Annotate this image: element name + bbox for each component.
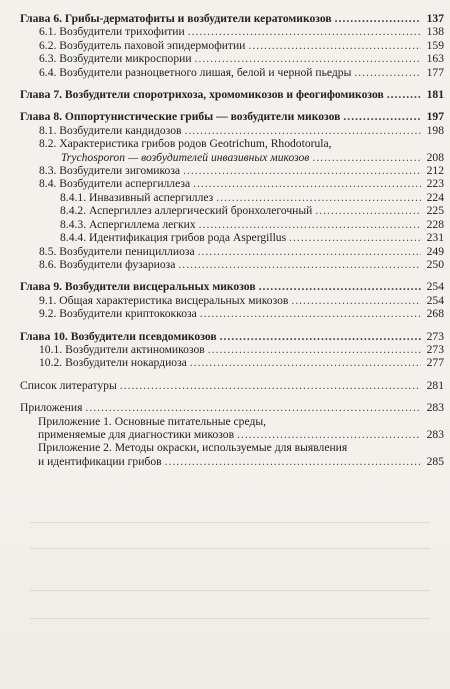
page-number: 254 [426, 280, 444, 294]
entry-title: Приложения [20, 401, 83, 415]
page-number: 228 [426, 217, 444, 231]
page-number: 163 [426, 52, 444, 66]
toc-section-6-4[interactable] [20, 66, 444, 79]
toc-subsection-8-4-4[interactable] [20, 231, 444, 244]
toc-chapter-9[interactable] [20, 280, 444, 293]
page-number: 198 [426, 123, 444, 137]
toc-section-8-1[interactable] [20, 124, 444, 137]
toc-section-6-1[interactable] [20, 25, 444, 38]
entry-title: 8.4. Возбудители аспергиллеза [39, 177, 191, 191]
leader-dots [193, 177, 421, 190]
page-number: 181 [426, 88, 444, 102]
entry-title-line-1: 8.2. Характеристика грибов родов Geotrichum, Rhodotorula, [39, 137, 332, 151]
leader-dots [85, 401, 421, 414]
toc-subsection-8-4-2[interactable] [20, 204, 444, 217]
leader-dots [335, 12, 421, 25]
entry-title: 8.5. Возбудители пенициллиоза [39, 244, 195, 258]
page-number: 283 [426, 427, 444, 441]
leader-dots [291, 294, 421, 307]
entry-title: 8.4.3. Аспергиллема легких [60, 217, 196, 231]
toc-subsection-8-4-1[interactable] [20, 191, 444, 204]
toc-references[interactable] [20, 379, 444, 392]
entry-title: 10.1. Возбудители актиномикозов [39, 342, 205, 356]
leader-dots [185, 124, 421, 137]
leader-dots [315, 204, 421, 217]
toc-section-8-3[interactable] [20, 164, 444, 177]
leader-dots [312, 151, 421, 164]
entry-title: 6.2. Возбудитель паховой эпидермофитии [39, 38, 246, 52]
page-number: 273 [426, 342, 444, 356]
toc-chapter-6[interactable] [20, 12, 444, 25]
toc-section-8-2[interactable] [20, 137, 444, 164]
page-number: 159 [426, 38, 444, 52]
leader-dots [165, 455, 421, 468]
page-number: 273 [426, 329, 444, 343]
bleed-through-area [0, 480, 450, 689]
page-number: 177 [426, 65, 444, 79]
entry-title-line-1: Приложение 1. Основные питательные среды, [38, 414, 267, 428]
toc-appendices[interactable] [20, 401, 444, 414]
bleed-through-line [30, 548, 430, 549]
leader-dots [259, 280, 421, 293]
page-number: 283 [426, 401, 444, 415]
leader-dots [343, 110, 421, 123]
entry-title: Глава 7. Возбудители споротрихоза, хромомикозов и феогифомикозов [20, 88, 384, 102]
toc-chapter-7[interactable] [20, 88, 444, 101]
page-number: 231 [426, 231, 444, 245]
toc-section-6-3[interactable] [20, 52, 444, 65]
page-number: 137 [426, 12, 444, 25]
page-number: 225 [426, 204, 444, 218]
entry-title: Глава 6. Грибы-дерматофиты и возбудители кератомикозов [20, 12, 332, 25]
page-number: 250 [426, 257, 444, 271]
entry-title: 9.2. Возбудители криптококкоза [39, 307, 197, 321]
toc-chapter-10[interactable] [20, 330, 444, 343]
entry-title: 6.4. Возбудители разноцветного лишая, белой и черной пьедры [39, 65, 352, 79]
toc-section-10-2[interactable] [20, 356, 444, 369]
page-number: 254 [426, 293, 444, 307]
entry-title: Глава 10. Возбудители псевдомикозов [20, 329, 217, 343]
entry-title-line-1: Приложение 2. Методы окраски, используемые для выявления [38, 441, 348, 455]
entry-title: Список литературы [20, 378, 117, 392]
entry-title: 8.3. Возбудители зигомикоза [39, 164, 181, 178]
page-number: 249 [426, 244, 444, 258]
entry-title: 8.4.2. Аспергиллез аллергический бронхолегочный [60, 204, 313, 218]
leader-dots [237, 428, 421, 441]
page-number: 268 [426, 307, 444, 321]
entry-title-line-2: и идентификации грибов [38, 454, 162, 468]
page-number: 223 [426, 177, 444, 191]
entry-title: 8.4.4. Идентификация грибов рода Aspergillus [60, 231, 287, 245]
toc-section-9-2[interactable] [20, 307, 444, 320]
leader-dots [198, 245, 421, 258]
entry-title: Глава 9. Возбудители висцеральных микозов [20, 280, 256, 294]
leader-dots [188, 25, 421, 38]
entry-title: Глава 8. Оппортунистические грибы — возбудители микозов [20, 110, 341, 124]
bleed-through-line [30, 590, 430, 591]
toc-section-8-4[interactable] [20, 177, 444, 190]
leader-dots [354, 66, 421, 79]
entry-title: 8.4.1. Инвазивный аспергиллез [60, 190, 214, 204]
toc-section-8-6[interactable] [20, 258, 444, 271]
toc-section-6-2[interactable] [20, 39, 444, 52]
leader-dots [387, 88, 421, 101]
leader-dots [120, 379, 421, 392]
entry-title: 10.2. Возбудители нокардиоза [39, 356, 187, 370]
table-of-contents [20, 12, 444, 468]
toc-appendix-1[interactable] [20, 415, 444, 442]
page-number: 281 [426, 378, 444, 392]
entry-title-line-2: Trychosporon — возбудителей инвазивных микозов [61, 150, 310, 164]
entry-title: 6.3. Возбудители микроспории [39, 52, 192, 66]
toc-section-8-5[interactable] [20, 245, 444, 258]
leader-dots [178, 258, 421, 271]
page-number: 197 [426, 110, 444, 124]
bleed-through-line [30, 522, 430, 523]
page-number: 138 [426, 25, 444, 39]
toc-appendix-2[interactable] [20, 441, 444, 468]
toc-subsection-8-4-3[interactable] [20, 218, 444, 231]
toc-chapter-8[interactable] [20, 110, 444, 123]
entry-title: 8.6. Возбудители фузариоза [39, 257, 176, 271]
page-number: 277 [426, 356, 444, 370]
leader-dots [195, 52, 421, 65]
page-number: 285 [426, 454, 444, 468]
leader-dots [248, 39, 421, 52]
leader-dots [190, 356, 421, 369]
entry-title: 9.1. Общая характеристика висцеральных микозов [39, 293, 289, 307]
bleed-through-line [30, 618, 430, 619]
entry-title: 6.1. Возбудители трихофитии [39, 25, 185, 39]
page-number: 208 [426, 150, 444, 164]
entry-title: 8.1. Возбудители кандидозов [39, 123, 182, 137]
page-number: 224 [426, 190, 444, 204]
toc-section-9-1[interactable] [20, 294, 444, 307]
leader-dots [183, 164, 421, 177]
leader-dots [200, 307, 421, 320]
leader-dots [220, 330, 421, 343]
leader-dots [216, 191, 421, 204]
leader-dots [208, 343, 421, 356]
leader-dots [199, 218, 421, 231]
entry-title-line-2: применяемые для диагностики микозов [38, 427, 235, 441]
leader-dots [289, 231, 421, 244]
toc-section-10-1[interactable] [20, 343, 444, 356]
page-number: 212 [426, 164, 444, 178]
